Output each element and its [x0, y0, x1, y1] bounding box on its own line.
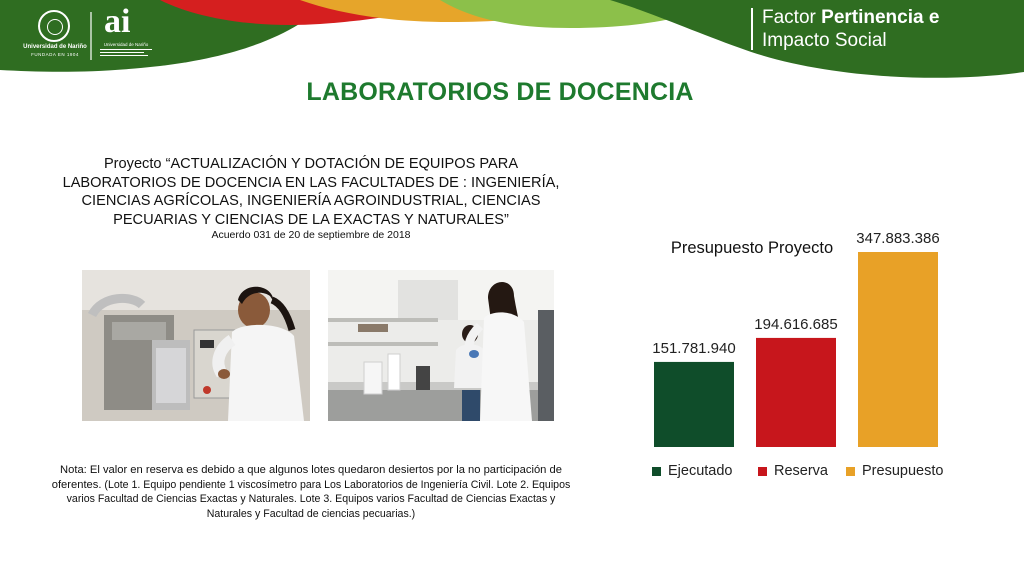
legend-swatch — [652, 467, 661, 476]
legend-swatch — [758, 467, 767, 476]
bar-presupuesto — [858, 252, 938, 447]
legend-label: Ejecutado — [668, 463, 733, 479]
factor-prefix: Factor — [762, 7, 816, 28]
bar-value-label: 347.883.386 — [856, 230, 940, 247]
legend-item-ejecutado — [652, 463, 733, 479]
note-lead: Nota: El valor en reserva es debido a que algunos lotes quedaron desiertos por la no participación de oferentes. — [51, 464, 562, 491]
bar-value-label: 194.616.685 — [754, 315, 838, 333]
page-title: LABORATORIOS DE DOCENCIA — [306, 78, 694, 106]
factor-line2: Impacto Social — [762, 30, 887, 51]
legend-item-presupuesto — [846, 463, 943, 479]
agreement-text: Acuerdo 031 de 20 de septiembre de 2018 — [211, 229, 411, 241]
factor-title — [762, 6, 939, 52]
lab-photo-equipment — [82, 270, 310, 421]
bar-ejecutado — [654, 362, 734, 447]
chart-title: Presupuesto Proyecto — [670, 239, 834, 257]
legend-label: Reserva — [774, 463, 828, 479]
university-founded: FUNDADA EN 1904 — [31, 52, 79, 57]
lab-photo-researchers — [328, 270, 554, 421]
legend-swatch — [846, 467, 855, 476]
university-seal — [38, 10, 70, 42]
legend-item-reserva — [758, 463, 828, 479]
note-detail: (Lote 1. Equipo pendiente 1 viscosímetro para Los Laboratorios de Ingeniería Civil. Lote 2. Equipos varios Facultad de Ciencias Exactas y Naturales. Lote 3. Equipos varios Facultad de Ciencias Exactas y Naturales y Facultad de ciencias pecuarias.) — [66, 478, 571, 520]
ai-logo-fineprint — [100, 49, 152, 56]
university-name: Universidad de Nariño — [23, 44, 87, 50]
bar-value-label: 151.781.940 — [652, 339, 736, 357]
factor-bold: Pertinencia e — [821, 7, 940, 28]
note-text — [44, 463, 578, 521]
project-description: Proyecto “ACTUALIZACIÓN Y DOTACIÓN DE EQUIPOS PARA LABORATORIOS DE DOCENCIA EN LAS FACULTADES DE : INGENIERÍA, CIENCIAS AGRÍCOLAS, INGENIERÍA AGROINDUSTRIAL, CIENCIAS PECUARIAS Y CIENCIAS DE LA EXACTAS Y NATURALES” — [62, 156, 560, 228]
legend-label: Presupuesto — [862, 463, 944, 479]
ai-logo: ai — [104, 3, 131, 40]
bar-reserva — [756, 338, 836, 447]
ai-logo-subtitle: Universidad de Nariño — [103, 42, 149, 47]
